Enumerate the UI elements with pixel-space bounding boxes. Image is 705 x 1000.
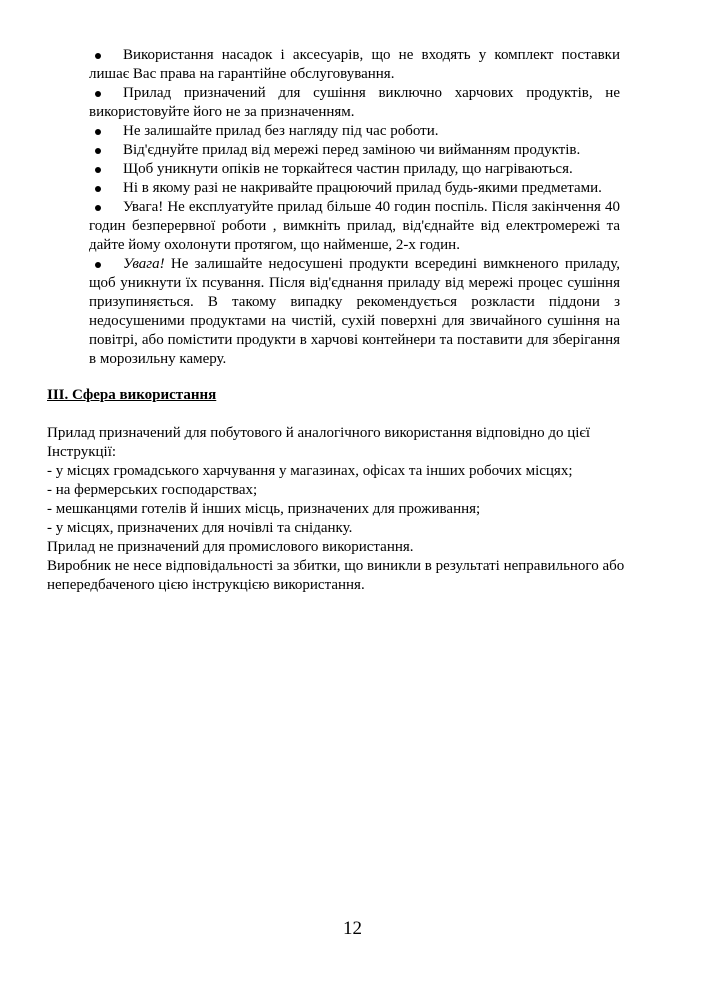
scope-line: Прилад призначений для побутового й аналогічного використання відповідно до цієї [47, 425, 591, 441]
scope-line: - мешканцями готелів й інших місць, призначених для проживання; [47, 501, 481, 517]
bullet-text: Ні в якому разі не накривайте працюючий прилад будь-якими предметами. [123, 180, 602, 196]
usage-scope-text [47, 424, 627, 595]
bullet-text: Прилад призначений для сушіння виключно харчових продуктів, не використовуйте його не за призначенням. [89, 85, 620, 120]
scope-line: - у місцях, призначених для ночівлі та сніданку. [47, 520, 353, 536]
bullet-text: Щоб уникнути опіків не торкайтеся частин приладу, що нагріваються. [123, 161, 573, 177]
scope-line: непередбаченого цією інструкцією використання. [47, 577, 365, 593]
bullet-item [89, 198, 620, 255]
bullet-text: Увага! Не експлуатуйте прилад більше 40 годин поспіль. Після закінчення 40 годин безперервної роботи , вимкніть прилад, від'єднайте від електромережі та дайте йому охолонути протягом, що найменше, 2-х годин. [89, 199, 620, 253]
bullet-text: Не залишайте прилад без нагляду під час роботи. [123, 123, 439, 139]
section-heading: ІІІ. Сфера використання [47, 387, 217, 403]
scope-line: Інструкції: [47, 444, 117, 460]
bullet-item [89, 141, 620, 160]
scope-line: Виробник не несе відповідальності за збитки, що виникли в результаті неправильного або [47, 558, 625, 574]
bullet-item [89, 179, 620, 198]
safety-bullet-list [89, 46, 620, 369]
bullet-item [89, 46, 620, 84]
bullet-item-warning [89, 255, 620, 369]
bullet-item [89, 122, 620, 141]
bullet-item [89, 84, 620, 122]
bullet-text: Від'єднуйте прилад від мережі перед заміною чи вийманням продуктів. [123, 142, 581, 158]
scope-line: - у місцях громадського харчування у магазинах, офісах та інших робочих місцях; [47, 463, 573, 479]
bullet-item [89, 160, 620, 179]
page-number: 12 [343, 918, 362, 939]
warning-lead: Увага! [123, 256, 165, 272]
scope-line: - на фермерських господарствах; [47, 482, 258, 498]
bullet-text: Не залишайте недосушені продукти всередині вимкненого приладу, щоб уникнути їх псування. Після від'єднання приладу від мережі процес сушіння призупиняється. В такому випадку рекомендується розкласти піддони з недосушеними продуктами на чистій, сухій поверхні для звичайного сушіння на повітрі, або помістити продукти в харчові контейнери та поставити для зберігання в морозильну камеру. [89, 256, 620, 367]
bullet-text: Використання насадок і аксесуарів, що не входять у комплект поставки лишає Вас права на гарантійне обслуговування. [89, 47, 620, 82]
scope-line: Прилад не призначений для промислового використання. [47, 539, 414, 555]
